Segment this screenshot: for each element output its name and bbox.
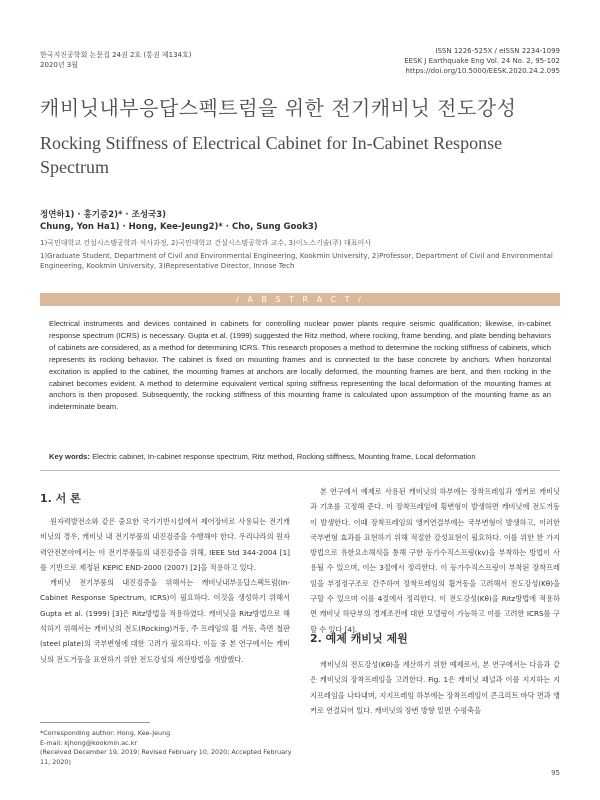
section-1-paragraph-1: 원자력발전소와 같은 중요한 국가기반시설에서 제어장비로 사용되는 전기캐비닛의 경우, 캐비닛 내 전기부품의 내진검증을 수행해야 한다. 우리나라의 원자력안전본아에서는 이 전기부품들의 내진검증을 위해, IEEE Std 344-2004 [1]를 기반으로 제정된 KEPIC END-2000 (2007) [2]을 적용하고 있다. — [40, 517, 290, 572]
doi-link[interactable]: https://doi.org/10.5000/EESK.2020.24.2.095 — [405, 67, 560, 75]
authors-english: Chung, Yon Ha1) · Hong, Kee-Jeung2)* · Cho, Sung Gook3) — [40, 222, 318, 232]
footnote — [40, 729, 300, 767]
right-column-paragraph: 본 연구에서 예제로 사용된 캐비닛의 하부에는 장착프레임과 앵커로 캐비닛과 기초를 고정해 준다. 이 장착프레임에 횡변형이 발생하면 캐비닛에 전도거동이 발생한다. 이때 장착프레임의 앵커연결부에는 국부변형이 발생하고, 이러한 국부변형 효과를 표현하기 위해 적절한 강성표현이 필요하다. 이를 위한 한 가지 방법으로 유한요소해석을 통해 구한 등가수직스프링(kv)을 부착하는 방법이 사용될 수 있으며, 이는 3절에서 정리한다. 이 등가수직스프링이 부착된 장착프레임을 부정정구조로 간주하여 장착프레임의 휨거동을 고려해서 전도강성(Kθ)을 구할 수 있으며 이를 4절에서 정리한다. 이 전도강성(Kθ)을 Ritz방법에 적용하면 캐비닛 하단부의 경계조건에 대한 모델링이 가능하고 이를 고려한 ICRS를 구할 수 있다 [4]. — [310, 487, 560, 634]
corresponding-author: *Corresponding author: Hong, Kee-Jeung — [40, 729, 171, 737]
title-korean: 캐비닛내부응답스펙트럼을 위한 전기캐비닛 전도강성 — [40, 96, 517, 120]
keywords — [49, 452, 551, 461]
section-1-heading: 1. 서 론 — [40, 492, 81, 505]
header-left — [40, 50, 192, 70]
keywords-label: Key words: — [49, 452, 90, 461]
received-dates: (Received December 19, 2019; Revised February 10, 2020; Accepted February 11, 2020) — [40, 748, 292, 766]
issue-date: 2020년 3월 — [40, 61, 79, 69]
divider — [40, 470, 560, 471]
page-number: 95 — [551, 769, 560, 777]
title-english: Rocking Stiffness of Electrical Cabinet for In-Cabinet Response Spectrum — [40, 133, 503, 177]
journal-name-en: EESK J Earthquake Eng Vol. 24 No. 2, 95-102 — [404, 57, 560, 65]
footnote-rule — [40, 722, 150, 723]
section-2-paragraph: 캐비닛의 전도강성(Kθ)을 계산하기 위한 예제로서, 본 연구에서는 다음과 같은 캐비닛의 장착프레임을 고려한다. Fig. 1은 캐비닛 패널과 이를 지지하는 지지프레임을 나타내며, 지지프레임 하부에는 장착프레임이 콘크리트 바닥 면과 앵커로 연결되어 있다. 캐비닛의 장변 방향 밑면 수평축을 — [310, 660, 560, 715]
right-column — [310, 484, 560, 637]
abstract-heading: / A B S T R A C T / — [236, 295, 364, 304]
authors-korean: 정연하1) · 홍기증2)* · 조성국3) — [40, 210, 167, 220]
abstract-heading-bar — [40, 293, 560, 306]
header-right — [404, 46, 560, 76]
abstract-text: Electrical instruments and devices contained in cabinets for controlling nuclear power plants require seismic qualification; likewise, in-cabinet response spectrum (ICRS) is necessary. Gupta et al. (1999) suggested the Ritz method, where rocking, frame bending, and plate bending behaviors of cabinets are considered, as a method for determining ICRS. This research proposes a method to determine the rocking stiffness of cabinets, which represents its rocking behavior. The cabinet is fixed on mounting frames and is connected to the base concrete by anchors. When horizontal excitation is applied to the cabinet, the mounting frames at anchors are locally deformed, the mounting frames are bent, and then rocking in the cabinet becomes evident. A method to determine equivalent vertical spring stiffness representing the local deformation of the mounting frames at anchors is then proposed. Subsequently, the rocking stiffness of this mounting frame is calculated upon assumption of the mounting frame as an indeterminate beam. — [49, 319, 551, 412]
issn: ISSN 1226-525X / eISSN 2234-1099 — [435, 47, 560, 55]
author-email[interactable]: E-mail: kjhong@kookmin.ac.kr — [40, 738, 138, 747]
journal-name-ko: 한국지진공학회 논문집 24권 2호 (통권 제134호) — [40, 51, 192, 59]
keywords-list: Electric cabinet, In-cabinet response spectrum, Ritz method, Rocking stiffness, Mounting frame, Local deformation — [92, 452, 476, 461]
section-2-heading: 2. 예제 캐비닛 제원 — [310, 632, 408, 645]
section-2-body — [310, 657, 560, 718]
affiliation-korean: 1)국민대학교 건설시스템공학과 석사과정, 2)국민대학교 건설시스템공학과 교수, 3)이노스기술(주) 대표이사 — [40, 239, 372, 247]
left-column — [40, 514, 290, 667]
affiliation-english: 1)Graduate Student, Department of Civil and Environmental Engineering, Kookmin University, 2)Professor, Department of Civil and Environmental Engineering, Kookmin University, 3)Representative Director, Innose Tech — [40, 252, 553, 270]
section-1-paragraph-2: 캐비닛 전기부품의 내진검증을 위해서는 캐비닛내부응답스펙트럼(In-Cabinet Response Spectrum, ICRS)이 필요하다. 이것을 생성하기 위해서 Gupta et al. (1999) [3]은 Ritz방법을 적용하였다. 캐비닛을 Ritz방법으로 해석하기 위해서는 캐비닛의 전도(Rocking)거동, 주 프레임의 휨 거동, 측면 철판(steel plate)의 국부변형에 대한 고려가 필요하다. 이들 중 본 연구에서는 캐비닛의 전도거동을 표현하기 위한 전도강성의 계산방법을 개발했다. — [40, 578, 290, 664]
